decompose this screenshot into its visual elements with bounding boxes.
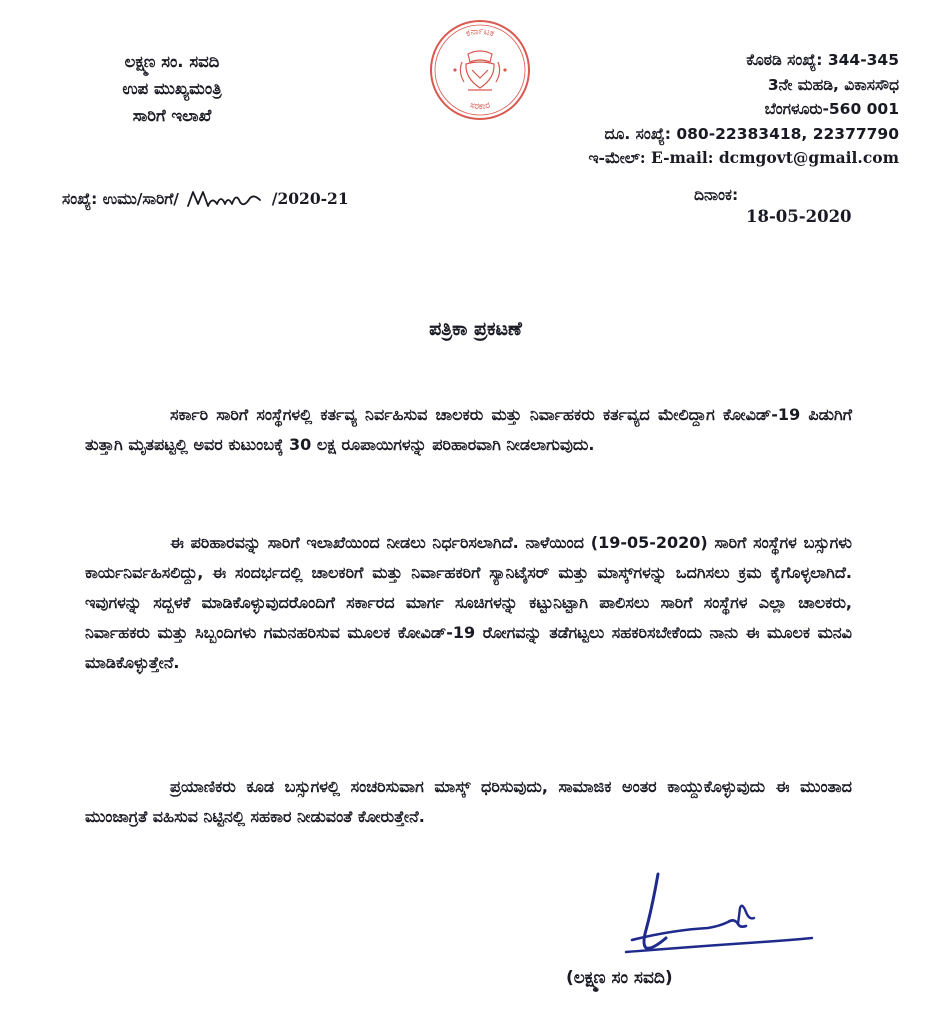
office-contact-block	[519, 48, 899, 171]
body-paragraph-3: ಪ್ರಯಾಣಿಕರು ಕೂಡ ಬಸ್ಸುಗಳಲ್ಲಿ ಸಂಚರಿಸುವಾಗ ಮಾಸ್ಕ್ ಧರಿಸುವುದು, ಸಾಮಾಜಿಕ ಅಂತರ ಕಾಯ್ದುಕೊಳ್ಳುವುದು ಈ ಮುಂತಾದ ಮುಂಜಾಗ್ರತೆ ವಹಿಸುವ ನಿಟ್ಟಿನಲ್ಲಿ ಸಹಕಾರ ನೀಡುವಂತೆ ಕೋರುತ್ತೇನೆ.	[85, 777, 852, 826]
seal-bottom-text: ಸರಕಾರ	[468, 100, 492, 113]
office-city: ಬೆಂಗಳೂರು-560 001	[764, 100, 899, 118]
reference-prefix: ಸಂಖ್ಯೆ: ಉಮು/ಸಾರಿಗೆ/	[62, 190, 179, 208]
office-phone: ದೂ. ಸಂಖ್ಯೆ: 080-22383418, 22377790	[604, 124, 899, 143]
sender-designation: ಉಪ ಮುಖ್ಯಮಂತ್ರಿ	[122, 79, 222, 98]
sender-block	[62, 48, 282, 129]
seal-top-text: ಕರ್ನಾಟಕ	[464, 26, 496, 40]
date-value: 18-05-2020	[746, 207, 852, 226]
sender-department: ಸಾರಿಗೆ ಇಲಾಖೆ	[132, 106, 212, 125]
office-room: ಕೊಠಡಿ ಸಂಖ್ಯೆ: 344-345	[746, 51, 899, 69]
reference-year: /2020-21	[271, 189, 349, 208]
body-paragraph-1: ಸರ್ಕಾರಿ ಸಾರಿಗೆ ಸಂಸ್ಥೆಗಳಲ್ಲಿ ಕರ್ತವ್ಯ ನಿರ್ವಹಿಸುವ ಚಾಲಕರು ಮತ್ತು ನಿರ್ವಾಹಕರು ಕರ್ತವ್ಯದ ಮೇಲಿದ್ದಾಗ ಕೋವಿಡ್-19 ಪಿಡುಗಿಗೆ ತುತ್ತಾಗಿ ಮೃತಪಟ್ಟಲ್ಲಿ ಅವರ ಕುಟುಂಬಕ್ಕೆ 30 ಲಕ್ಷ ರೂಪಾಯಿಗಳನ್ನು ಪರಿಹಾರವಾಗಿ ನೀಡಲಾಗುವುದು.	[85, 405, 852, 454]
government-seal-emblem	[428, 18, 532, 122]
signatory-name: (ಲಕ್ಷ್ಮಣ ಸಂ ಸವದಿ)	[566, 968, 673, 988]
document-title: ಪತ್ರಿಕಾ ಪ್ರಕಟಣೆ	[429, 318, 522, 340]
sender-name: ಲಕ್ಷ್ಮಣ ಸಂ. ಸವದಿ	[124, 52, 220, 71]
svg-text:ಸರಕಾರ	[469, 101, 492, 113]
body-paragraph-2: ಈ ಪರಿಹಾರವನ್ನು ಸಾರಿಗೆ ಇಲಾಖೆಯಿಂದ ನೀಡಲು ನಿರ್ಧರಿಸಲಾಗಿದೆ. ನಾಳೆಯಿಂದ (19-05-2020) ಸಾರಿಗೆ ಸಂಸ್ಥೆಗಳ ಬಸ್ಸುಗಳು ಕಾರ್ಯನಿರ್ವಹಿಸಲಿದ್ದು, ಈ ಸಂದರ್ಭದಲ್ಲಿ ಚಾಲಕರಿಗೆ ಮತ್ತು ನಿರ್ವಾಹಕರಿಗೆ ಸ್ಯಾನಿಟೈಸರ್ ಮತ್ತು ಮಾಸ್ಕ್‌ಗಳನ್ನು ಒದಗಿಸಲು ಕ್ರಮ ಕೈಗೊಳ್ಳಲಾಗಿದೆ. ಇವುಗಳನ್ನು ಸದ್ಬಳಕೆ ಮಾಡಿಕೊಳ್ಳುವುದರೊಂದಿಗೆ ಸರ್ಕಾರದ ಮಾರ್ಗ ಸೂಚಿಗಳನ್ನು ಕಟ್ಟುನಿಟ್ಟಾಗಿ ಪಾಲಿಸಲು ಸಾರಿಗೆ ಸಂಸ್ಥೆಗಳ ಎಲ್ಲಾ ಚಾಲಕರು, ನಿರ್ವಾಹಕರು ಮತ್ತು ಸಿಬ್ಬಂದಿಗಳು ಗಮನಹರಿಸುವ ಮೂಲಕ ಕೋವಿಡ್-19 ರೋಗವನ್ನು ತಡೆಗಟ್ಟಲು ಸಹಕರಿಸಬೇಕೆಂದು ನಾನು ಈ ಮೂಲಕ ಮನವಿ ಮಾಡಿಕೊಳ್ಳುತ್ತೇನೆ.	[85, 533, 852, 672]
date-label: ದಿನಾಂಕ:	[694, 186, 739, 204]
svg-text:ಕರ್ನಾಟಕ	[465, 27, 496, 40]
signature-image	[612, 868, 826, 968]
reference-number	[62, 186, 349, 212]
office-email: ಇ-ಮೇಲ್: E-mail: dcmgovt@gmail.com	[588, 148, 899, 167]
office-floor: 3ನೇ ಮಹಡಿ, ವಿಕಾಸಸೌಧ	[767, 75, 899, 94]
handwritten-reference-scribble	[184, 186, 266, 212]
